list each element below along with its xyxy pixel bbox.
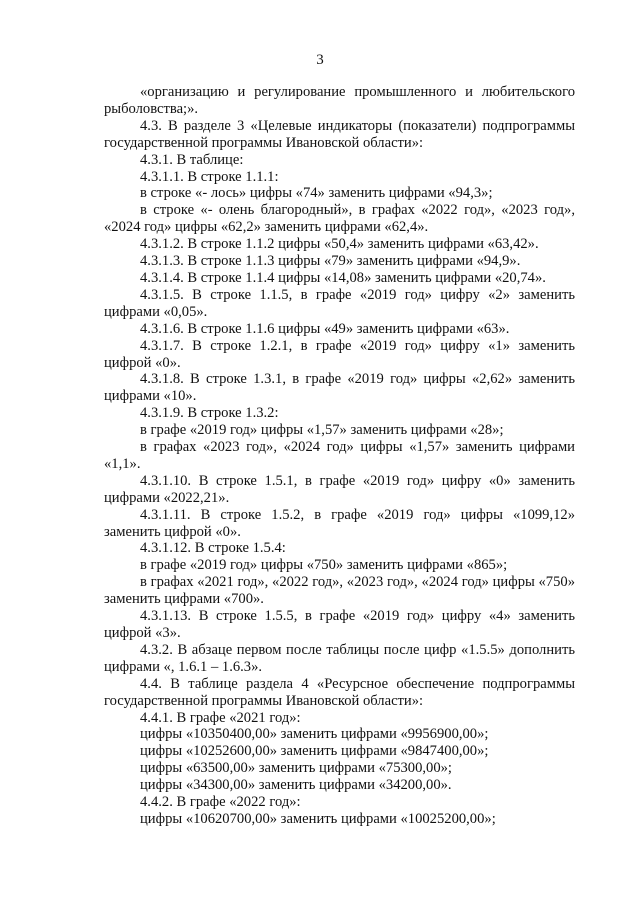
paragraph: 4.3.1.13. В строке 1.5.5, в графе «2019 год» цифру «4» заменить цифрой «3».: [104, 608, 575, 641]
paragraph: в графе «2019 год» цифры «1,57» заменить цифрами «28»;: [140, 422, 504, 439]
paragraph: в графах «2023 год», «2024 год» цифры «1,57» заменить цифрами «1,1».: [104, 439, 575, 472]
paragraph: цифры «34300,00» заменить цифрами «34200,00».: [140, 777, 452, 794]
paragraph: цифры «63500,00» заменить цифрами «75300,00»;: [140, 760, 452, 777]
paragraph: в графе «2019 год» цифры «750» заменить цифрами «865»;: [140, 557, 508, 574]
paragraph: 4.3.1.3. В строке 1.1.3 цифры «79» заменить цифрами «94,9».: [140, 253, 521, 270]
paragraph: цифры «10350400,00» заменить цифрами «9956900,00»;: [140, 726, 489, 743]
page-number: 3: [316, 52, 324, 68]
paragraph: 4.4.1. В графе «2021 год»:: [140, 709, 301, 726]
paragraph: 4.3.1.6. В строке 1.1.6 цифры «49» заменить цифрами «63».: [140, 320, 510, 337]
paragraph: 4.3.2. В абзаце первом после таблицы после цифр «1.5.5» дополнить цифрами «, 1.6.1 – 1.6.3».: [104, 641, 575, 675]
paragraph: 4.3.1.1. В строке 1.1.1:: [140, 168, 279, 185]
paragraph: 4.3.1.4. В строке 1.1.4 цифры «14,08» заменить цифрами «20,74».: [140, 269, 546, 286]
paragraph: 4.3. В разделе 3 «Целевые индикаторы (показатели) подпрограммы государственной программы Ивановской области»:: [104, 117, 575, 151]
paragraph: 4.3.1.7. В строке 1.2.1, в графе «2019 год» цифру «1» заменить цифрой «0».: [104, 337, 575, 371]
paragraph: цифры «10252600,00» заменить цифрами «9847400,00»;: [140, 743, 489, 760]
paragraph: 4.4.2. В графе «2022 год»:: [140, 794, 301, 811]
paragraph: 4.3.1.2. В строке 1.1.2 цифры «50,4» заменить цифрами «63,42».: [140, 236, 539, 253]
paragraph: цифры «10620700,00» заменить цифрами «10025200,00»;: [140, 810, 496, 827]
document-body: [104, 84, 575, 828]
paragraph: 4.3.1.12. В строке 1.5.4:: [140, 540, 286, 557]
paragraph: в строке «- лось» цифры «74» заменить цифрами «94,3»;: [140, 185, 493, 202]
paragraph: «организацию и регулирование промышленного и любительского рыболовства;».: [104, 84, 575, 117]
paragraph: 4.3.1.8. В строке 1.3.1, в графе «2019 год» цифры «2,62» заменить цифрами «10».: [104, 371, 575, 405]
paragraph: в строке «- олень благородный», в графах «2022 год», «2023 год», «2024 год» цифры «62,2» заменить цифрами «62,4».: [104, 202, 575, 236]
paragraph: 4.3.1.10. В строке 1.5.1, в графе «2019 год» цифру «0» заменить цифрами «2022,21».: [104, 472, 575, 506]
paragraph: 4.3.1.9. В строке 1.3.2:: [140, 405, 279, 422]
paragraph: 4.4. В таблице раздела 4 «Ресурсное обеспечение подпрограммы государственной программы Ивановской области»:: [104, 675, 575, 709]
paragraph: 4.3.1.11. В строке 1.5.2, в графе «2019 год» цифры «1099,12» заменить цифрой «0».: [104, 506, 575, 540]
paragraph: 4.3.1.5. В строке 1.1.5, в графе «2019 год» цифру «2» заменить цифрами «0,05».: [104, 286, 575, 320]
paragraph: 4.3.1. В таблице:: [140, 151, 244, 168]
paragraph: в графах «2021 год», «2022 год», «2023 год», «2024 год» цифры «750» заменить цифрами «700».: [104, 574, 575, 608]
